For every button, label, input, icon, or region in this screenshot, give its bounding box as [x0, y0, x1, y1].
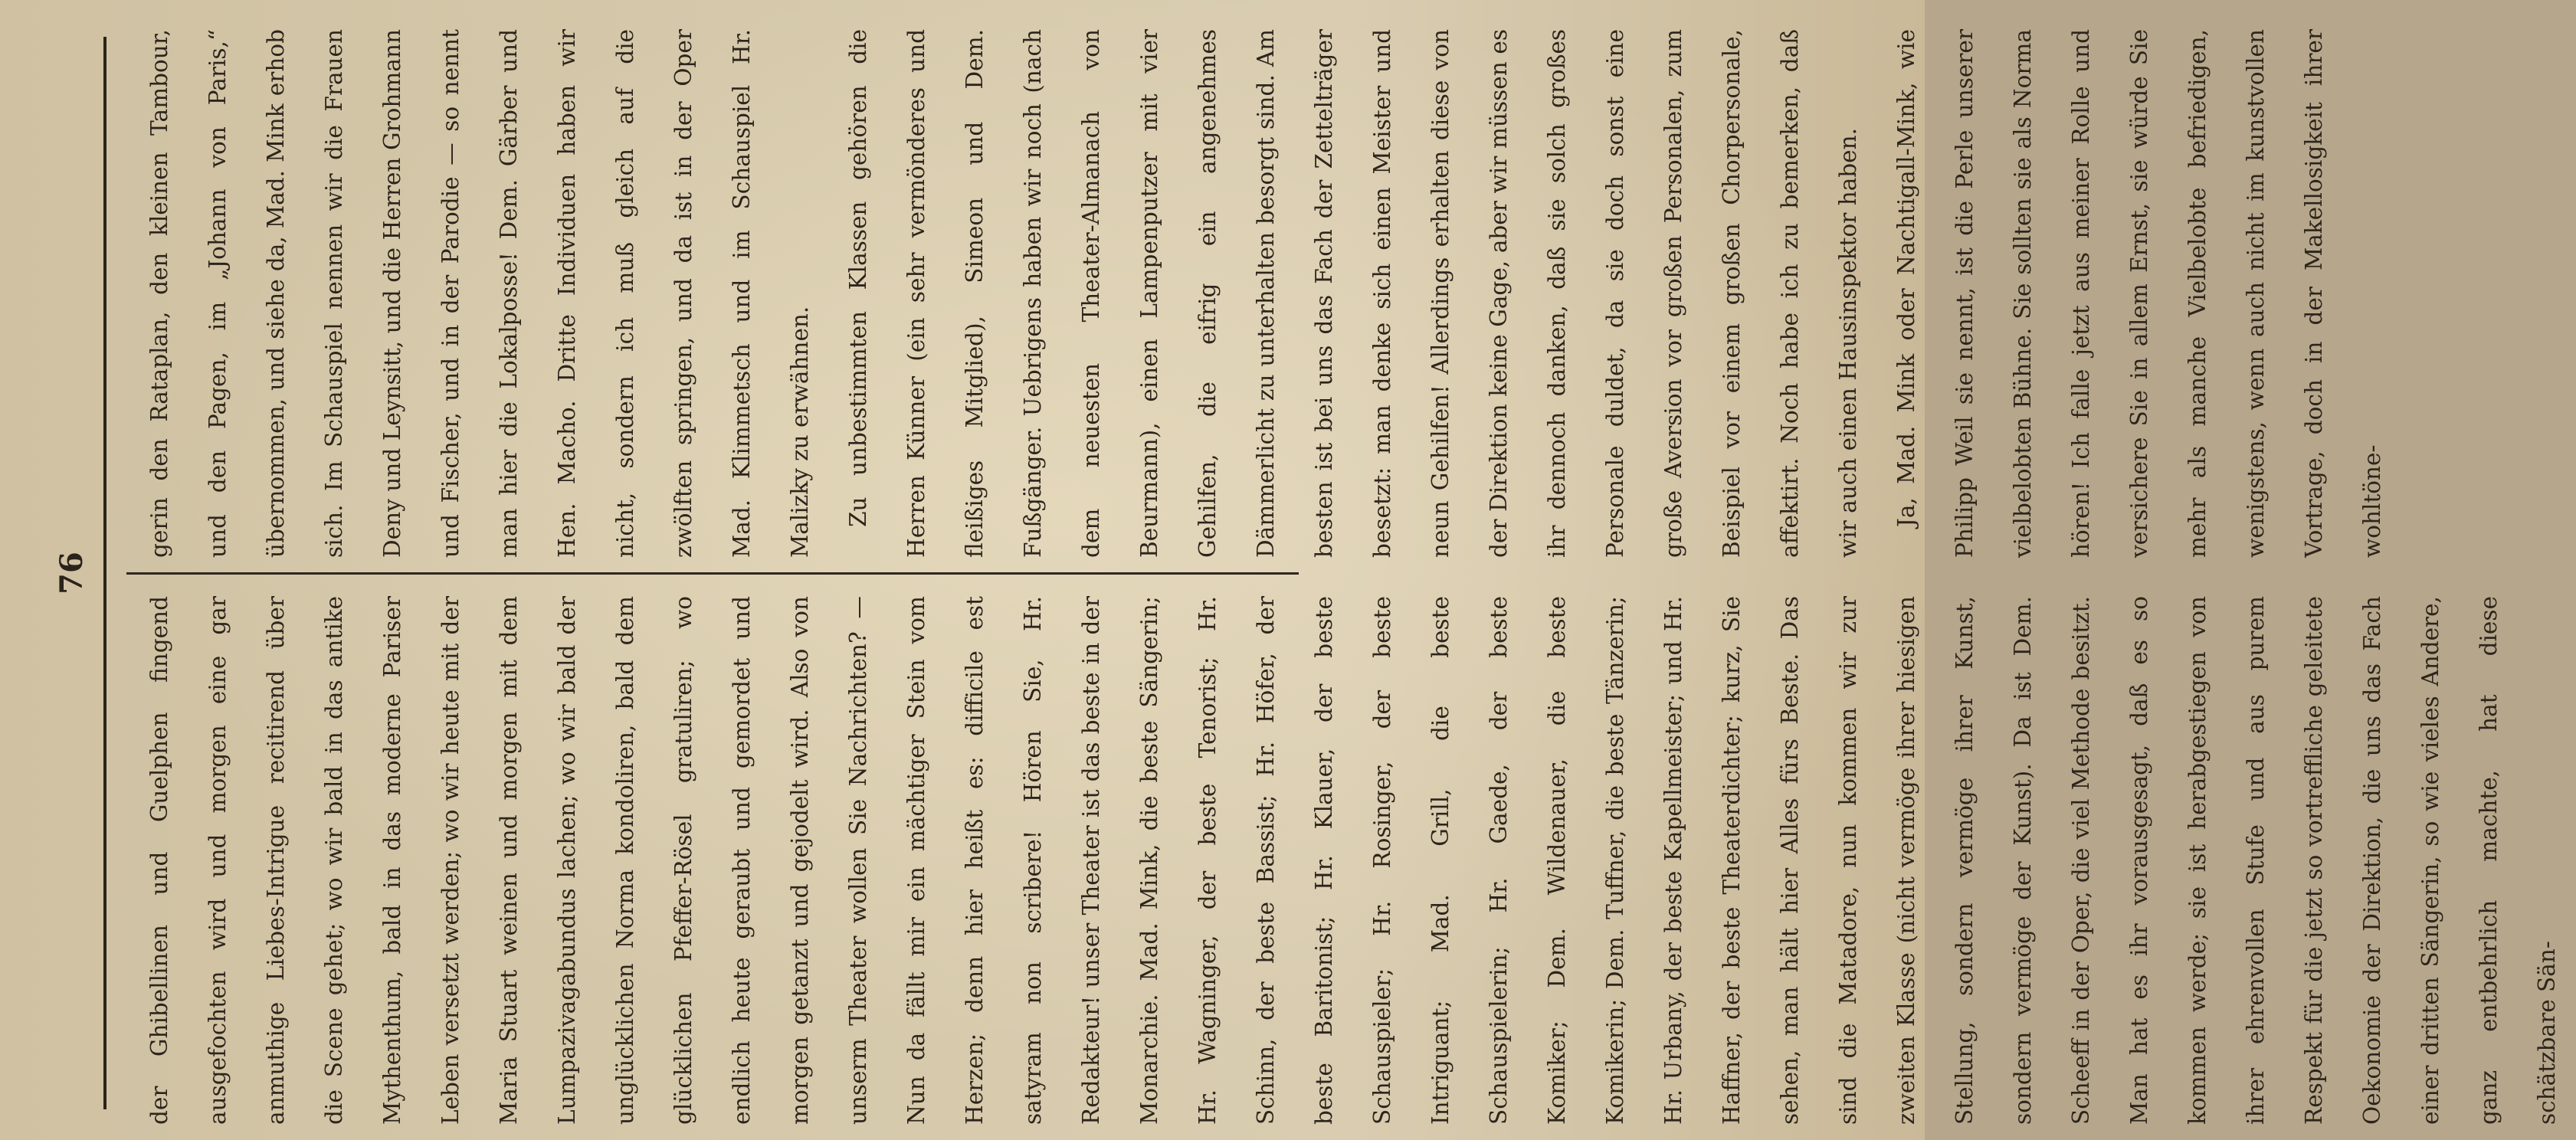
right-column-paragraph-classes: Zu unbestimmten Klassen gehören die Herren Künner (ein sehr vermönderes und fleißiges Mitglied), Simeon und Dem. Fußgänger. Uebrigens haben wir noch (nach dem neuesten Theater-Almanach von Beurmann), einen Lampenputzer mit vier Gehilfen, die eifrig ein angenehmes Dämmerlicht zu unterhalten besorgt sind. Am besten ist bei uns das Fach der Zettelträger besetzt: man denke sich einen Meister und neun Gehilfen! Allerdings erhalten diese von der Direktion keine Gage, aber wir müssen es ihr dennoch danken, daß sie solch großes Personale duldet, da sie doch sonst eine große Aversion vor großen Personalen, zum Beispiel vor einem großen Chorpersonale, affektirt. Noch habe ich zu bemerken, daß wir auch einen Hausinspektor haben.: [845, 29, 1861, 558]
left-column-text: der Ghibellinen und Guelphen fingend ausgefochten wird und morgen eine gar anmuthige Liebes-Intrigue recitirend über die Scene gehet; wo wir bald in das antike Mythenthum, bald in das moderne Pariser Leben versetzt werden; wo wir heute mit der Maria Stuart weinen und morgen mit dem Lumpazivagabundus lachen; wo wir bald der unglücklichen Norma kondoliren, bald dem glücklichen Pfeffer-Rösel gratuliren; wo endlich heute geraubt und gemordet und morgen getanzt und gejodelt wird. Also von unserm Theater wollen Sie Nachrichten? — Nun da fällt mir ein mächtiger Stein vom Herzen; denn hier heißt es: difficile est satyram non scribere! Hören Sie, Hr. Redakteur! unser Theater ist das beste in der Monarchie. Mad. Mink, die beste Sängerin; Hr. Wagninger, der beste Tenorist; Hr. Schinn, der beste Bassist; Hr. Höfer, der beste Baritonist; Hr. Klauer, der beste Schauspieler; Hr. Rosinger, der beste Intriguant; Mad. Grill, die beste Schauspielerin; Hr. Gaede, der beste Komiker; Dem. Wildenauer, die beste Komikerin; Dem. Tuffner, die beste Tänzerin; Hr. Urbany, der beste Kapellmeister; und Hr. Haffner, der beste Theaterdichter; kurz, Sie sehen, man hält hier Alles fürs Beste. Das sind die Matadore, nun kommen wir zur zweiten Klasse (nicht vermöge ihrer hiesigen Stellung, sondern vermöge ihrer Kunst, sondern vermöge der Kunst). Da ist Dem. Scheeff in der Oper, die viel Methode besitzt. Man hat es ihr vorausgesagt, daß es so kommen werde; sie ist herabgestiegen von ihrer ehrenvollen Stufe und aus purem Respekt für die jetzt so vortreffliche geleitete Oekonomie der Direktion, die uns das Fach einer dritten Sängerin, so wie vieles Andere, ganz entbehrlich machte, hat diese schätzbare Sän-: [146, 596, 2560, 1125]
page-number: 76: [54, 552, 90, 595]
right-column: [130, 29, 2385, 558]
column-divider: [126, 572, 1299, 575]
right-column-paragraph-mink: Ja, Mad. Mink oder Nachtigall-Mink, wie Philipp Weil sie nennt, ist die Perle unserer vielbelobten Bühne. Sie sollten sie als Norma hören! Ich falle jetzt aus meiner Rolle und versichere Sie in allem Ernst, sie würde Sie mehr als manche Vielbelobte befriedigen, wenigstens, wenn auch nicht im kunstvollen Vortrage, doch in der Makellosigkeit ihrer wohltöne-: [1893, 29, 2385, 558]
left-column: [130, 596, 2560, 1125]
right-column-continuation: gerin den Rataplan, den kleinen Tambour, und den Pagen, im „Johann von Paris,“ übernommen, und siehe da, Mad. Mink erhob sich. Im Schauspiel nennen wir die Frauen Deny und Leynsitt, und die Herren Grohmann und Fischer, und in der Parodie — so nennt man hier die Lokalposse! Dem. Gärber und Hen. Macho. Dritte Individuen haben wir nicht, sondern ich muß gleich auf die zwölften springen, und da ist in der Oper Mad. Klimmetsch und im Schauspiel Hr. Malizky zu erwähnen.: [146, 29, 813, 558]
rotated-page: [31, 21, 2560, 1125]
header-rule: [103, 37, 107, 1109]
